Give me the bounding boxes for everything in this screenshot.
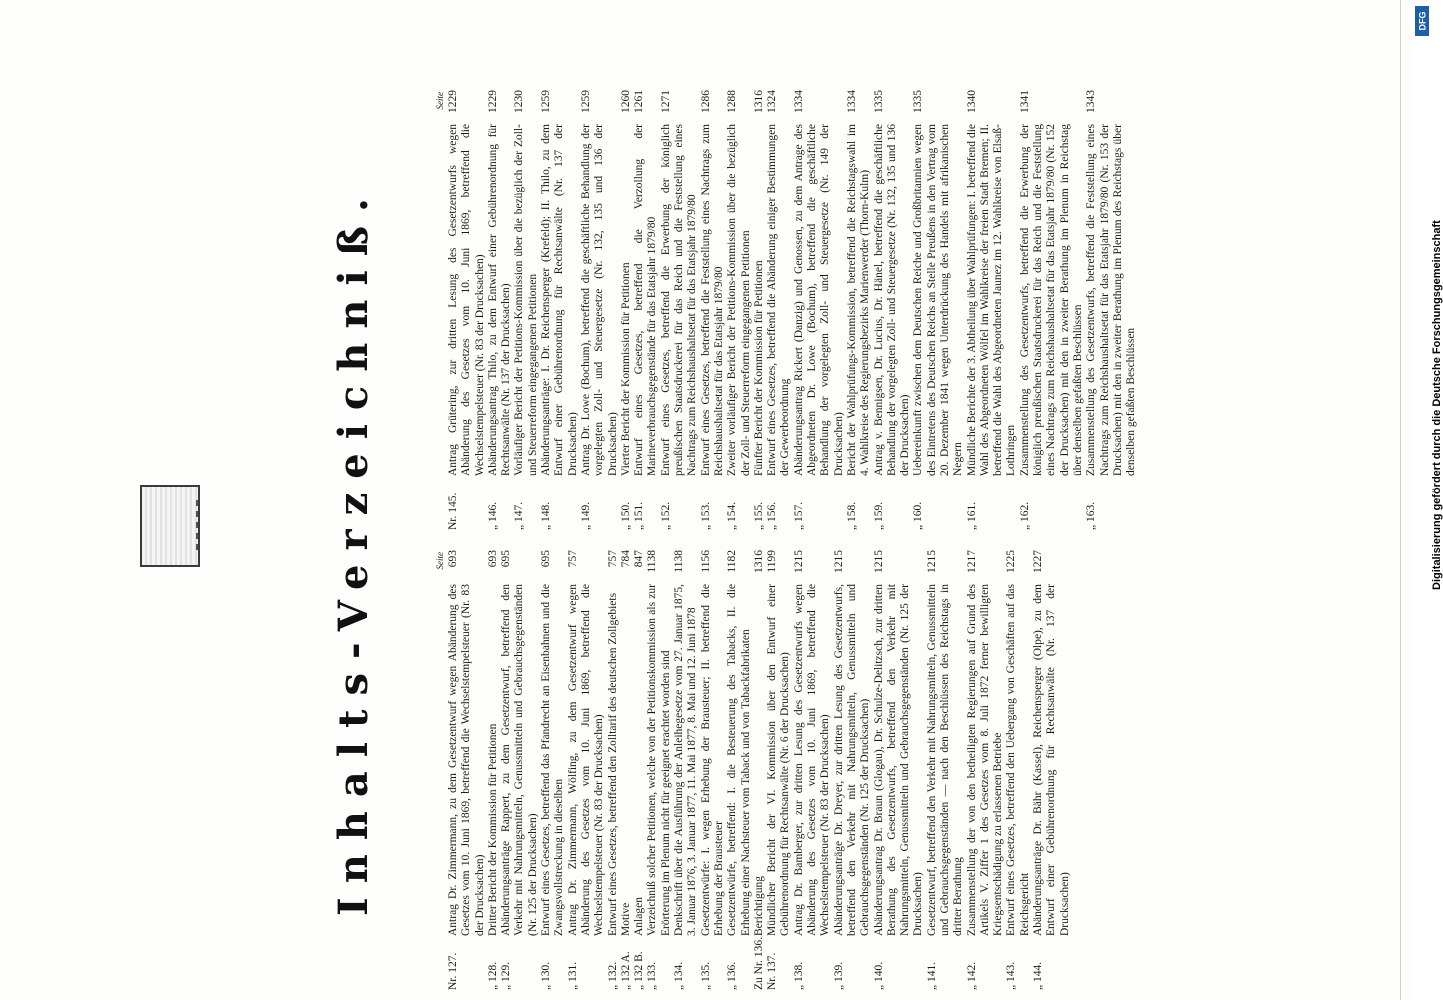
- dfg-logo-text: DFG: [1417, 11, 1427, 31]
- entry-number: „ 159.: [872, 501, 885, 530]
- entry-number: „ 158.: [845, 501, 858, 530]
- entry-text: Anlagen: [633, 897, 646, 936]
- entry-text: Abänderungsanträge Dr. Dreyer, zur dritten Lesung des Gesetzentwurfs, betreffend den Verkehr mit Nahrungsmitteln, Genussmitteln und Gebrauchsgegenständen (Nr. 125 der Drucksachen): [832, 584, 872, 936]
- entry-page: 695: [540, 550, 553, 568]
- entry-page: 1286: [699, 90, 712, 113]
- entry-number: „ 151.: [633, 501, 646, 530]
- entry-text: Verzeichniß solcher Petitionen, welche von der Petitionskommission als zur Erörterung im Plenum nicht für geeignet erachtet worden sind: [646, 584, 672, 936]
- entry-text: Entwurf eines Gesetzes, betreffend die Feststellung eines Nachtrags zum Reichshaushaltsetat für das Etatsjahr 1879/80: [699, 124, 725, 476]
- entry-number: „ 131.: [566, 961, 579, 990]
- entry-text: Antrag Dr. Zimmermann, Wölfing, zu dem Gesetzentwurf wegen Abänderung des Gesetzes vom 10. Juni 1869, betreffend die Wechselstempelsteuer (Nr. 83 der Drucksachen): [566, 584, 606, 936]
- left-column: [435, 550, 1072, 990]
- entry-number: „ 134.: [673, 961, 686, 990]
- entry-number: „ 157.: [792, 501, 805, 530]
- toc-entry: [447, 90, 487, 530]
- entry-text: Abänderungsantrag Dr. Braun (Glogau), Dr. Schulze-Delitzsch, zur dritten Berathung des Gesetzentwurfs, betreffend den Verkehr mit Nahrungsmitteln, Genussmitteln und Gebrauchsgegenständen (Nr. 125 der Drucksachen): [872, 584, 925, 936]
- library-stamp: [140, 485, 200, 567]
- left-entry-list: [447, 550, 1072, 990]
- entry-number: Nr. 127.: [447, 952, 459, 990]
- toc-entry: [966, 90, 1019, 530]
- entry-page: 1316: [752, 90, 765, 113]
- toc-entry: [873, 550, 926, 990]
- entry-number: „ 147.: [513, 501, 526, 530]
- entry-page: 1259: [540, 90, 553, 113]
- entry-text: Vorläufiger Bericht der Petitions-Kommission über die bezüglich der Zoll- und Steuerreform eingegangenen Petitionen: [513, 124, 539, 476]
- entry-text: Abänderungsanträge Dr. Bähr (Kassel), Reichensperger (Olpe), zu dem Entwurf einer Gebührenordnung für Rechtsanwälte (Nr. 137 der Drucksachen): [1032, 584, 1071, 936]
- toc-entry: [646, 550, 673, 990]
- entry-page: 1215: [872, 550, 885, 573]
- toc-entry: [447, 550, 487, 990]
- entry-page: 1271: [659, 90, 672, 113]
- entry-page: 1138: [673, 550, 686, 573]
- entry-text: Denkschrift über die Ausführung der Anleihegesetze vom 27. Januar 1875, 3. Januar 1876, 3. Januar 1877, 11. Mai 1877, 8. Mai und 12. Juni 1878: [673, 584, 699, 936]
- toc-entry: [726, 90, 753, 530]
- entry-number: „ 163.: [1085, 501, 1098, 530]
- entry-page: 757: [606, 550, 619, 568]
- entry-page: 695: [500, 550, 513, 568]
- entry-text: Gesetzentwürfe, betreffend: I. die Besteuerung des Tabacks, II. die Erhebung einer Nachsteuer vom Taback und von Tabackfabrikaten: [726, 584, 752, 936]
- toc-entry: [633, 550, 646, 990]
- entry-number: „ 156.: [766, 501, 779, 530]
- entry-text: Entwurf eines Gesetzes, betreffend die Abänderung einiger Bestimmungen der Gewerbeordnung: [766, 124, 792, 476]
- toc-entry: [487, 90, 514, 530]
- seite-header-left: Seite: [435, 552, 445, 570]
- entry-number: „ 144.: [1032, 961, 1045, 990]
- entry-page: 1340: [965, 90, 978, 113]
- entry-number: „ 129.: [500, 961, 513, 990]
- toc-entry: [660, 90, 700, 530]
- right-entry-list: [447, 90, 1138, 530]
- entry-text: Antrag Dr. Lowe (Bochum), betreffend die geschäftliche Behandlung der vorgelegten Zoll- und Steuergesetze (Nr. 132, 135 und 136 der Drucksachen): [579, 124, 619, 476]
- entry-page: 1156: [699, 550, 712, 573]
- toc-entry: [500, 550, 540, 990]
- entry-page: 1260: [619, 90, 632, 113]
- toc-entry: [766, 550, 793, 990]
- toc-entry: [620, 550, 633, 990]
- digitization-strip: [1412, 0, 1432, 1000]
- entry-text: Entwurf eines Gesetzes, betreffend den Uebergang von Geschäften auf das Reichsgericht: [1005, 584, 1031, 936]
- entry-text: Entwurf eines Gesetzes, betreffend die Erwerbung der königlich preußischen Staatsdruckerei für das Reich und die Feststellung eines Nachtrags zum Reichshaushaltsetat für das Etatsjahr 1879/80: [659, 124, 699, 476]
- entry-page: 757: [566, 550, 579, 568]
- toc-entry: [1005, 550, 1032, 990]
- entry-number: Zu Nr. 136.: [752, 936, 765, 990]
- toc-entry: [912, 90, 965, 530]
- entry-number: „ 148.: [540, 501, 553, 530]
- toc-entry: [873, 90, 913, 530]
- entry-page: 1341: [1018, 90, 1031, 113]
- entry-number: „ 135.: [699, 961, 712, 990]
- toc-entry: [540, 550, 567, 990]
- entry-number: „ 152.: [659, 501, 672, 530]
- entry-text: Zusammenstellung des Gesetzentwurfs, betreffend die Erwerbung der königlich preußischen Staatsdruckerei für das Reich und die Feststellung eines Nachtrags zum Reichshaushaltsetat für das Etatsjahr 1879/80 (Nr. 152 der Drucksachen) mit den in zweiter Berathung im Plenum in Reichstag über denselben gefaßten Beschlüssen: [1018, 124, 1084, 476]
- entry-number: „ 162.: [1018, 501, 1031, 530]
- entry-text: Antrag v. Bennigsen, Dr. Lucius, Dr. Hänel, betreffend die geschäftliche Behandlung der vorgelegten Zoll- und Steuergesetze (Nr. 132, 135 und 136 der Drucksachen): [872, 124, 912, 476]
- entry-number: „ 130.: [540, 961, 553, 990]
- entry-page: 1334: [792, 90, 805, 113]
- entry-page: 1229: [486, 90, 499, 113]
- toc-entry: [753, 90, 766, 530]
- scan-mark: [196, 500, 210, 550]
- entry-number: „ 132 A.: [619, 951, 632, 990]
- entry-number: „ 161.: [965, 501, 978, 530]
- entry-page: 1288: [726, 90, 739, 113]
- entry-number: „ 150.: [619, 501, 632, 530]
- digitization-note: Digitalisierung gefördert durch die Deutsche Forschungsgemeinschaft: [1431, 220, 1443, 590]
- entry-page: 1217: [965, 550, 978, 573]
- dfg-logo: [1415, 6, 1429, 36]
- entry-page: 1182: [726, 550, 739, 573]
- entry-text: Gesetzentwürfe: I. wegen Erhebung der Brausteuer; II. betreffend die Erhebung der Brausteuer: [699, 584, 725, 936]
- entry-page: 1316: [752, 550, 765, 573]
- entry-page: 1324: [766, 90, 779, 113]
- entry-text: Abänderungsanträge Rappert, zu dem Gesetzentwurf, betreffend den Verkehr mit Nahrungsmitteln, Genussmitteln und Gebrauchsgegenständen (Nr. 125 der Drucksachen): [500, 584, 539, 936]
- entry-page: 1215: [792, 550, 805, 573]
- toc-entry: [580, 90, 620, 530]
- entry-number: „ 149.: [579, 501, 592, 530]
- entry-page: 1259: [579, 90, 592, 113]
- toc-entry: [700, 90, 727, 530]
- entry-number: „ 141.: [925, 961, 938, 990]
- toc-entry: [966, 550, 1006, 990]
- toc-entry: [567, 550, 607, 990]
- entry-page: 784: [619, 550, 632, 568]
- toc-entry: [846, 90, 873, 530]
- entry-text: Abänderungsantrag Rickert (Danzig) und Genossen, zu dem Antrage des Abgeordneten Dr. Lowe (Bochum), betreffend die geschäftliche Behandlung der vorgelegten Zoll- und Steuergesetze (Nr. 149 der Drucksachen): [792, 124, 845, 476]
- entry-page: 693: [486, 550, 499, 568]
- entry-page: 1261: [633, 90, 646, 113]
- toc-entry: [540, 90, 580, 530]
- toc-entry: [926, 550, 966, 990]
- entry-text: Vierter Bericht der Kommission für Petitionen: [619, 262, 632, 476]
- entry-text: Entwurf eines Gesetzes, betreffend die Verzollung der Marineverbrauchsgegenstände für das Etatsjahr 1879/80: [633, 124, 659, 476]
- toc-entry: [487, 550, 500, 990]
- entry-text: Zusammenstellung des Gesetzentwurfs, betreffend die Feststellung eines Nachtrags zum Reichshaushaltsetat für das Etatsjahr 1879/80 (Nr. 153 der Drucksachen) mit den in zweiter Berathung im Plenum des Reichstags über denselben gefaßten Beschlüssen: [1085, 124, 1138, 476]
- entry-page: 1215: [832, 550, 845, 573]
- entry-number: „ 142.: [965, 961, 978, 990]
- toc-entry: [753, 550, 766, 990]
- entry-text: Zusammenstellung der von den betheiligten Regierungen auf Grund des Artikels V. Ziffer 1 des Gesetzes vom 8. Juli 1872 ferner bewilligten Kriegsentschädigung zu erlassenen Betriebe: [965, 584, 1005, 936]
- entry-number: „ 132 B.: [633, 951, 646, 990]
- entry-text: Berichtigung: [752, 875, 765, 936]
- entry-number: „ 133.: [646, 961, 659, 990]
- entry-text: Entwurf eines Gesetzes, betreffend das Pfandrecht an Eisenbahnen und die Zwangsvollstreckung in dieselben: [540, 584, 566, 936]
- entry-page: 1230: [513, 90, 526, 113]
- toc-entry: [766, 90, 793, 530]
- entry-text: Mündliche Berichte der 3. Abtheilung über Wahlprüfungen: I. betreffend die Wahl des Abgeordneten Wölfel im Wahlkreise der freien Stadt Bremen; II. betreffend die Wahl des Abgeordneten Jaunez im 12. Wahlkreise von Elsaß-Lothringen: [965, 124, 1018, 476]
- entry-number: „ 138.: [792, 961, 805, 990]
- entry-page: 1215: [925, 550, 938, 573]
- entry-page: 1225: [1005, 550, 1018, 573]
- page-edge: [1400, 0, 1401, 1000]
- toc-entry: [1032, 550, 1072, 990]
- entry-page: 1229: [447, 90, 459, 113]
- entry-number: „ 155.: [752, 501, 765, 530]
- toc-entry: [726, 550, 753, 990]
- entry-number: „ 140.: [872, 961, 885, 990]
- toc-entry: [673, 550, 700, 990]
- toc-entry: [793, 550, 833, 990]
- entry-number: „ 139.: [832, 961, 845, 990]
- entry-page: 1138: [646, 550, 659, 573]
- entry-page: 1343: [1085, 90, 1098, 113]
- entry-number: Nr. 137.: [766, 952, 779, 990]
- entry-number: „ 143.: [1005, 961, 1018, 990]
- entry-number: „ 153.: [699, 501, 712, 530]
- toc-entry: [833, 550, 873, 990]
- entry-page: 847: [633, 550, 646, 568]
- entry-text: Entwurf eines Gesetzes, betreffend den Zolltarif des deutschen Zollgebiets: [606, 592, 619, 936]
- entry-text: Mündlicher Bericht der VI. Kommission über den Entwurf einer Gebührenordnung für Rechtsanwälte (Nr. 6 der Drucksachen): [766, 584, 792, 936]
- entry-text: Zweiter vorläufiger Bericht der Petitions-Kommission über die bezüglich der Zoll- und Steuerreform eingegangenen Petitionen: [726, 124, 752, 476]
- entry-page: 1335: [872, 90, 885, 113]
- entry-number: Nr. 145.: [447, 492, 459, 530]
- right-column: [435, 90, 1138, 530]
- entry-number: „ 136.: [726, 961, 739, 990]
- entry-page: 693: [447, 550, 459, 568]
- entry-text: Abänderungsantrag Thilo, zu dem Entwurf einer Gebührenordnung für Rechtsanwälte (Nr. 137 der Drucksachen): [486, 124, 513, 476]
- entry-number: „ 132.: [606, 961, 619, 990]
- entry-text: Fünfter Bericht der Kommission für Petitionen: [752, 260, 765, 476]
- entry-text: Bericht der Wahlprüfungs-Kommission, betreffend die Reichstagswahl im 4. Wahlkreise des Regierungsbezirks Marienwerder (Thorn-Kulm): [845, 124, 872, 476]
- entry-number: „ 146.: [486, 501, 499, 530]
- entry-text: Antrag Dr. Bamberger, zur dritten Lesung des Gesetzentwurfs wegen Abänderung des Gesetzes vom 10. Juni 1869, betreffend die Wechselstempelsteuer (Nr. 83 der Drucksachen): [792, 584, 832, 936]
- page-title: Inhalts-Verzeichniß.: [330, 184, 377, 916]
- entry-text: Antrag Grütering, zur dritten Lesung des Gesetzentwurfs wegen Abänderung des Gesetzes vom 10. Juni 1869, betreffend die Wechselstempelsteuer (Nr. 83 der Drucksachen): [447, 124, 486, 476]
- toc-entry: [620, 90, 633, 530]
- toc-entry: [633, 90, 660, 530]
- entry-page: 1199: [766, 550, 779, 573]
- entry-page: 1335: [912, 90, 925, 113]
- entry-number: „ 154.: [726, 501, 739, 530]
- entry-text: Gesetzentwurf, betreffend den Verkehr mit Nahrungsmitteln, Genussmitteln und Gebrauchsgegenständen — nach den Beschlüssen des Reichstags in dritter Berathung: [925, 584, 965, 936]
- entry-text: Motive: [619, 902, 632, 936]
- entry-text: Uebereinkunft zwischen dem Deutschen Reiche und Großbritannien wegen des Eintretens des Deutschen Reichs an Stelle Preußens in den Vertrag vom 20. Dezember 1841 wegen Unterdrückung des Handels mit afrikanischen Negern: [912, 124, 965, 476]
- entry-page: 1334: [845, 90, 858, 113]
- entry-text: Abänderungsanträge: I. Dr. Reichensperger (Krefeld); II. Thilo, zu dem Entwurf einer Gebührenordnung für Rechtsanwälte (Nr. 137 der Drucksachen): [540, 124, 579, 476]
- entry-number: „ 160.: [912, 501, 925, 530]
- seite-header-right: Seite: [435, 92, 445, 110]
- toc-entry: [607, 550, 620, 990]
- toc-entry: [1085, 90, 1138, 530]
- entry-text: Antrag Dr. Zimmermann, zu dem Gesetzentwurf wegen Abänderung des Gesetzes vom 10. Juni 1869, betreffend die Wechselstempelsteuer (Nr. 83 der Drucksachen): [447, 584, 486, 936]
- toc-entry: [793, 90, 846, 530]
- entry-number: „ 128.: [486, 961, 499, 990]
- entry-text: Dritter Bericht der Kommission für Petitionen: [486, 723, 499, 936]
- toc-entry: [513, 90, 540, 530]
- toc-entry: [700, 550, 727, 990]
- entry-page: 1227: [1032, 550, 1045, 573]
- toc-entry: [1019, 90, 1085, 530]
- rotated-content: [330, 90, 1400, 990]
